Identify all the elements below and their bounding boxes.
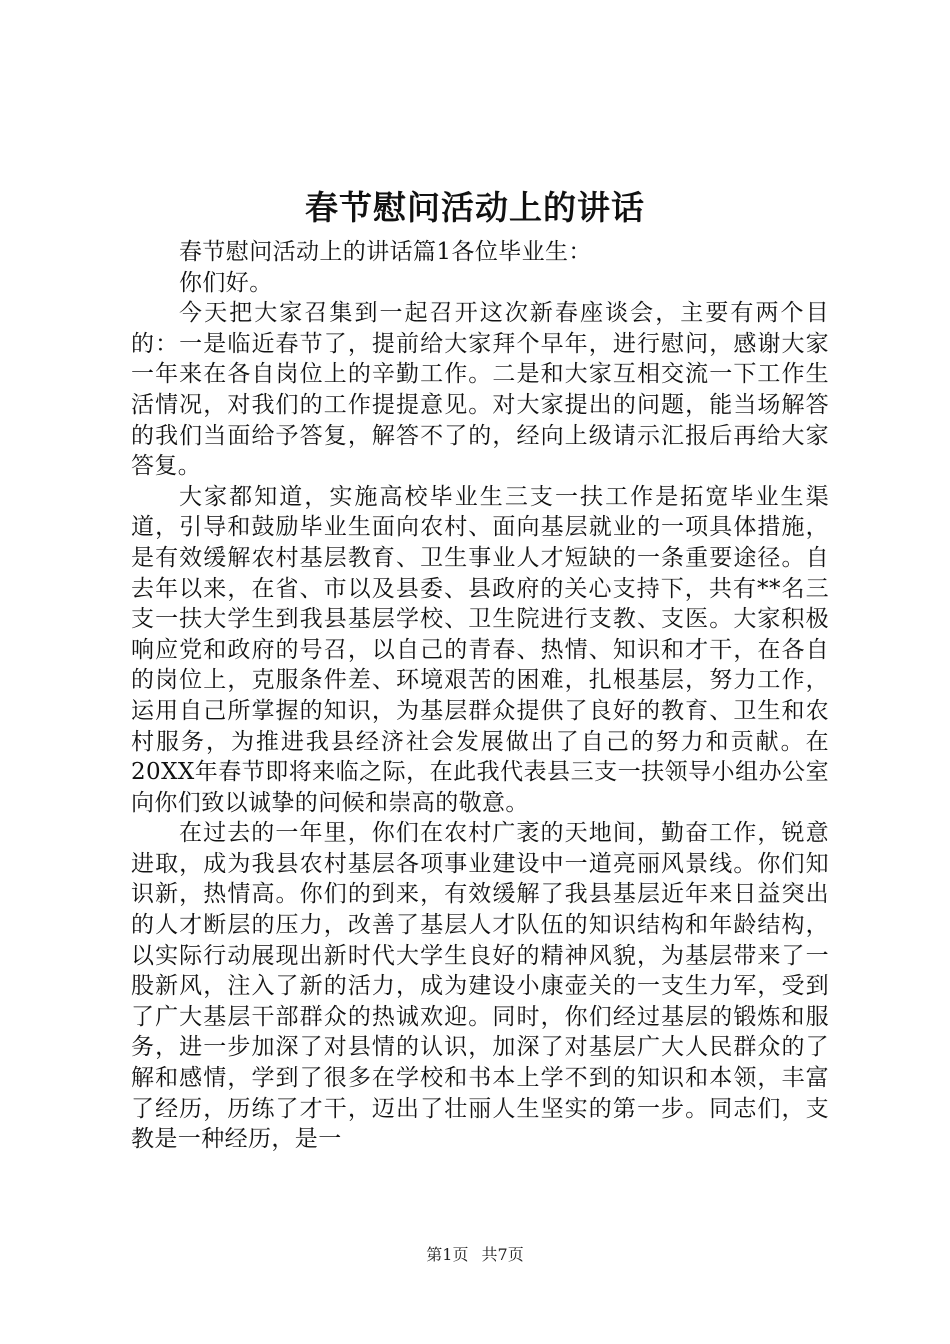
page-number: 第1页 <box>426 1245 469 1264</box>
document-body <box>131 237 829 1155</box>
paragraph-greeting: 你们好。 <box>179 269 273 296</box>
paragraph-purpose: 今天把大家召集到一起召开这次新春座谈会，主要有两个目的：一是临近春节了，提前给大家拜个早年，进行慰问，感谢大家一年来在各自岗位上的辛勤工作。二是和大家互相交流一下工作生活情况，对我们的工作提提意见。对大家提出的问题，能当场解答的我们当面给予答复，解答不了的，经向上级请示汇报后再给大家答复。 <box>131 300 829 480</box>
paragraph-program: 大家都知道，实施高校毕业生三支一扶工作是拓宽毕业生渠道，引导和鼓励毕业生面向农村、面向基层就业的一项具体措施，是有效缓解农村基层教育、卫生事业人才短缺的一条重要途径。自去年以来，在省、市以及县委、县政府的关心支持下，共有**名三支一扶大学生到我县基层学校、卫生院进行支教、支医。大家积极响应党和政府的号召，以自己的青春、热情、知识和才干，在各自的岗位上，克服条件差、环境艰苦的困难，扎根基层，努力工作，运用自己所掌握的知识，为基层群众提供了良好的教育、卫生和农村服务，为推进我县经济社会发展做出了自己的努力和贡献。在20XX年春节即将来临之际，在此我代表县三支一扶领导小组办公室向你们致以诚挚的问候和崇高的敬意。 <box>131 483 829 816</box>
page-footer <box>0 1244 950 1266</box>
page-total: 共7页 <box>481 1245 524 1264</box>
paragraph-intro: 春节慰问活动上的讲话篇1各位毕业生： <box>179 239 592 265</box>
document-title: 春节慰问活动上的讲话 <box>305 188 645 227</box>
paragraph-past-year: 在过去的一年里，你们在农村广袤的天地间，勤奋工作，锐意进取，成为我县农村基层各项事业建设中一道亮丽风景线。你们知识新，热情高。你们的到来，有效缓解了我县基层近年来日益突出的人才断层的压力，改善了基层人才队伍的知识结构和年龄结构，以实际行动展现出新时代大学生良好的精神风貌，为基层带来了一股新风，注入了新的活力，成为建设小康壶关的一支生力军，受到了广大基层干部群众的热诚欢迎。同时，你们经过基层的锻炼和服务，进一步加深了对县情的认识，加深了对基层广大人民群众的了解和感情，学到了很多在学校和书本上学不到的知识和本领，丰富了经历，历练了才干，迈出了壮丽人生坚实的第一步。同志们，支教是一种经历，是一 <box>131 820 829 1153</box>
